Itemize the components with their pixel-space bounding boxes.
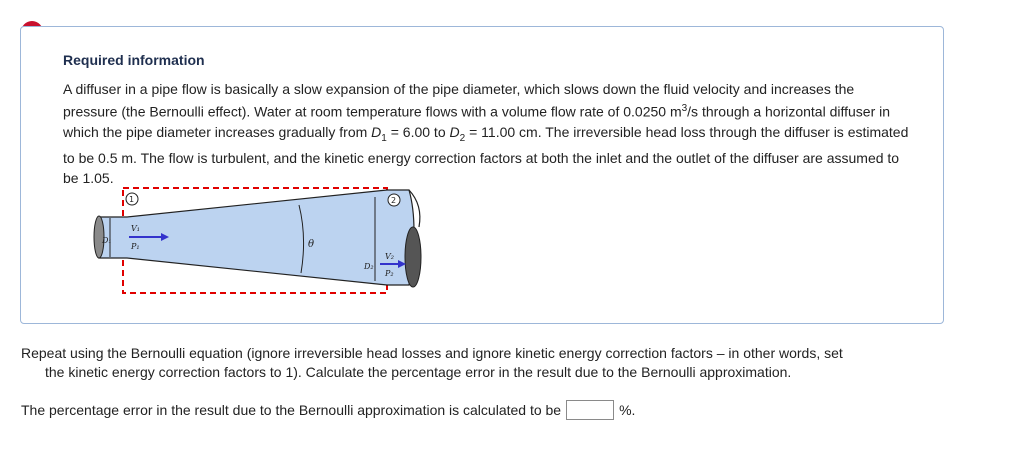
- p1-label: P₁: [131, 242, 140, 251]
- v1-label: V₁: [131, 224, 140, 233]
- info-title: Required information: [63, 52, 205, 68]
- v2-label: V₂: [385, 252, 394, 261]
- problem-text-4: = 11.00 cm. The irreversible head loss through the diffuser is estimated to be 0.5 m. The flow is turbulent, and the kinetic energy correction factors at both the inlet and the outlet of the diffuser are assumed to be 1.05.: [63, 123, 909, 187]
- question-text: [21, 344, 981, 382]
- station-2-label: 2: [391, 196, 397, 205]
- d2-symbol: D: [449, 123, 460, 140]
- question-line-2: the kinetic energy correction factors to 1). Calculate the percentage error in the result due to the Bernoulli approximation.: [45, 364, 792, 380]
- p2-label: P₂: [385, 269, 394, 278]
- question-line-1: Repeat using the Bernoulli equation (ignore irreversible head losses and ignore kinetic energy correction factors – in other words, set: [21, 345, 843, 361]
- answer-unit: %.: [619, 402, 636, 418]
- problem-exponent: 3: [681, 103, 688, 114]
- problem-text-1: A diffuser in a pipe flow is basically a slow expansion of the pipe diameter, which slows down the fluid velocity and increases the pressure (the Bernoulli effect). Water at room temperature flows with a volume flow rate of 0.0250 m: [63, 81, 855, 120]
- theta-label: θ: [308, 239, 315, 250]
- d2-subscript: 2: [459, 132, 466, 144]
- outlet-ellipse: [405, 227, 421, 287]
- problem-text-3: = 6.00 to: [386, 123, 450, 140]
- problem-statement: [63, 79, 911, 188]
- answer-row: [21, 400, 635, 420]
- diffuser-diagram: [75, 185, 435, 305]
- answer-prompt: The percentage error in the result due to the Bernoulli approximation is calculated to be: [21, 402, 562, 418]
- d1-symbol: D: [371, 123, 382, 140]
- required-information-panel: [20, 26, 944, 324]
- station-1-label: 1: [129, 195, 135, 204]
- percentage-error-input[interactable]: [566, 400, 614, 420]
- d2-label: D₂: [364, 262, 374, 271]
- d1-subscript: 1: [381, 132, 387, 144]
- d1-label: D₁: [102, 236, 112, 245]
- problem-text-2: /s through a horizontal diffuser in which the pipe diameter increases gradually from: [63, 103, 891, 140]
